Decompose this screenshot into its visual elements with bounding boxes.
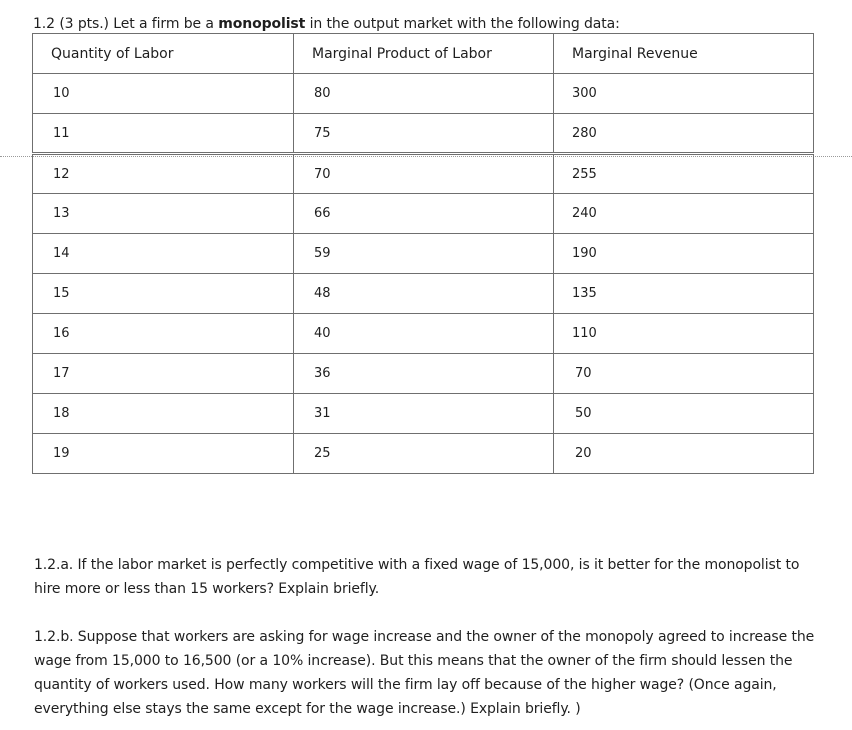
cell-marginal-product: 31 [294, 394, 554, 434]
table-row [33, 354, 814, 394]
cell-marginal-revenue: 110 [554, 314, 814, 354]
cell-marginal-product: 59 [294, 234, 554, 274]
table-row [33, 114, 814, 154]
table-row [33, 394, 814, 434]
cell-quantity: 17 [33, 354, 294, 394]
cell-marginal-product: 48 [294, 274, 554, 314]
cell-marginal-revenue: 240 [554, 194, 814, 234]
table-row [33, 274, 814, 314]
cell-marginal-revenue: 300 [554, 74, 814, 114]
question-heading [33, 14, 620, 34]
cell-quantity: 16 [33, 314, 294, 354]
question-bold-term: monopolist [218, 16, 306, 32]
question-part-a: 1.2.a. If the labor market is perfectly competitive with a fixed wage of 15,000, is it better for the monopolist to hire more or less than 15 workers? Explain briefly. [34, 557, 800, 597]
header-quantity-of-labor: Quantity of Labor [33, 34, 294, 74]
cell-marginal-revenue: 20 [554, 434, 814, 474]
cell-marginal-product: 75 [294, 114, 554, 154]
cell-marginal-revenue: 280 [554, 114, 814, 154]
table-header-row [33, 34, 814, 74]
cell-quantity: 15 [33, 274, 294, 314]
table-row [33, 234, 814, 274]
data-table [32, 33, 814, 474]
question-suffix: in the output market with the following data: [305, 16, 620, 32]
header-marginal-revenue: Marginal Revenue [554, 34, 814, 74]
cell-marginal-product: 25 [294, 434, 554, 474]
table-row [33, 154, 814, 194]
cell-marginal-revenue: 135 [554, 274, 814, 314]
table-row [33, 434, 814, 474]
table-row [33, 74, 814, 114]
cell-marginal-revenue: 70 [554, 354, 814, 394]
question-prefix: 1.2 (3 pts.) Let a firm be a [33, 16, 219, 32]
cell-quantity: 10 [33, 74, 294, 114]
cell-quantity: 12 [33, 154, 294, 194]
cell-marginal-product: 66 [294, 194, 554, 234]
cell-marginal-product: 36 [294, 354, 554, 394]
question-part-b: 1.2.b. Suppose that workers are asking for wage increase and the owner of the monopoly agreed to increase the wage from 15,000 to 16,500 (or a 10% increase). But this means that the owner of the firm should lessen the quantity of workers used. How many workers will the firm lay off because of the higher wage? (Once again, everything else stays the same except for the wage increase.) Explain briefly. ) [34, 629, 815, 717]
table-row [33, 194, 814, 234]
table-row [33, 314, 814, 354]
cell-marginal-revenue: 50 [554, 394, 814, 434]
cell-marginal-revenue: 255 [554, 154, 814, 194]
cell-marginal-product: 80 [294, 74, 554, 114]
cell-quantity: 18 [33, 394, 294, 434]
cell-marginal-product: 70 [294, 154, 554, 194]
cell-quantity: 13 [33, 194, 294, 234]
cell-quantity: 11 [33, 114, 294, 154]
cell-quantity: 19 [33, 434, 294, 474]
cell-marginal-revenue: 190 [554, 234, 814, 274]
header-marginal-product: Marginal Product of Labor [294, 34, 554, 74]
cell-quantity: 14 [33, 234, 294, 274]
cell-marginal-product: 40 [294, 314, 554, 354]
